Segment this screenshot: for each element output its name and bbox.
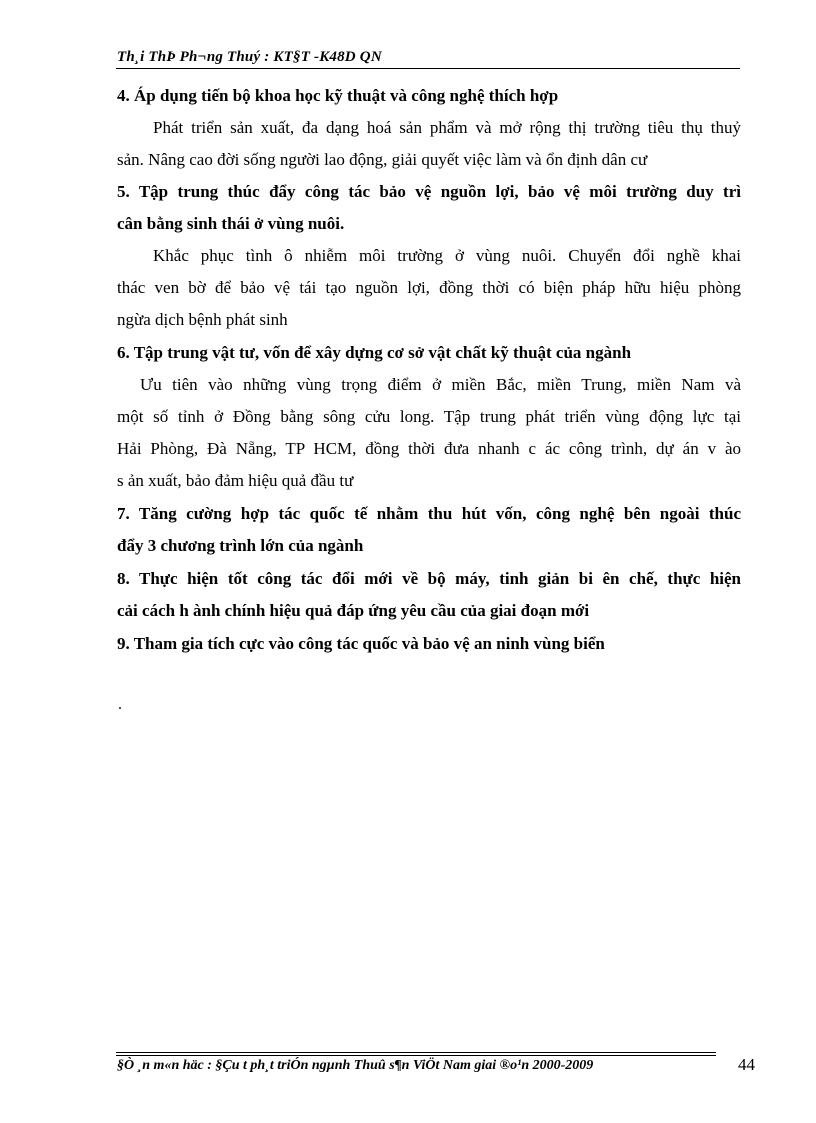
paragraph-line: Phát triển sản xuất, đa dạng hoá sản phẩm và mở rộng thị trường tiêu thụ thuỷ: [153, 118, 741, 137]
page-header: Th¸i ThÞ Ph¬ng Thuý : KT§T -K48D QN: [117, 49, 382, 65]
heading-4: 4. Áp dụng tiến bộ khoa học kỹ thuật và công nghệ thích hợp: [117, 86, 559, 105]
paragraph-line: Khắc phục tình ô nhiễm môi trường ở vùng nuôi. Chuyển đổi nghề khai: [153, 246, 741, 265]
paragraph-line: Ưu tiên vào những vùng trọng điểm ở miền Bắc, miền Trung, miền Nam và: [140, 375, 741, 394]
page-number: 44: [738, 1055, 755, 1074]
footer-rule: [116, 1052, 716, 1053]
heading-5-cont: cân bằng sinh thái ở vùng nuôi.: [117, 214, 345, 233]
heading-6: 6. Tập trung vật tư, vốn để xây dựng cơ sở vật chất kỹ thuật của ngành: [117, 343, 632, 362]
heading-8: 8. Thực hiện tốt công tác đổi mới về bộ máy, tinh giản bi ên chế, thực hiện: [117, 569, 741, 588]
page-footer: §Ò ¸n m«n häc : §Çu t ph¸t triÓn ngµnh Thuû s¶n ViÖt Nam giai ®o¹n 2000-2009: [117, 1058, 594, 1073]
paragraph-line: ngừa dịch bệnh phát sinh: [117, 310, 288, 329]
paragraph-line: s ản xuất, bảo đảm hiệu quả đầu tư: [117, 471, 354, 490]
paragraph-line: một số tỉnh ở Đồng bằng sông cửu long. Tập trung phát triển vùng động lực tại: [117, 407, 741, 426]
footer-rule: [116, 1055, 716, 1056]
header-rule: [116, 68, 740, 69]
heading-7-cont: đẩy 3 chương trình lớn của ngành: [117, 536, 364, 555]
paragraph-line: Hải Phòng, Đà Nẵng, TP HCM, đồng thời đưa nhanh c ác công trình, dự án v ào: [117, 439, 741, 458]
heading-9: 9. Tham gia tích cực vào công tác quốc và bảo vệ an ninh vùng biển: [117, 634, 605, 653]
paragraph-line: thác ven bờ để bảo vệ tái tạo nguồn lợi, đồng thời có biện pháp hữu hiệu phòng: [117, 278, 741, 297]
paragraph-line: sản. Nâng cao đời sống người lao động, giải quyết việc làm và ổn định dân cư: [117, 150, 648, 169]
trailing-dot: .: [118, 696, 122, 713]
heading-8-cont: cải cách h ành chính hiệu quả đáp ứng yêu cầu của giai đoạn mới: [117, 601, 590, 620]
heading-7: 7. Tăng cường hợp tác quốc tế nhằm thu hút vốn, công nghệ bên ngoài thúc: [117, 504, 741, 523]
heading-5: 5. Tập trung thúc đẩy công tác bảo vệ nguồn lợi, bảo vệ môi trường duy trì: [117, 182, 741, 201]
